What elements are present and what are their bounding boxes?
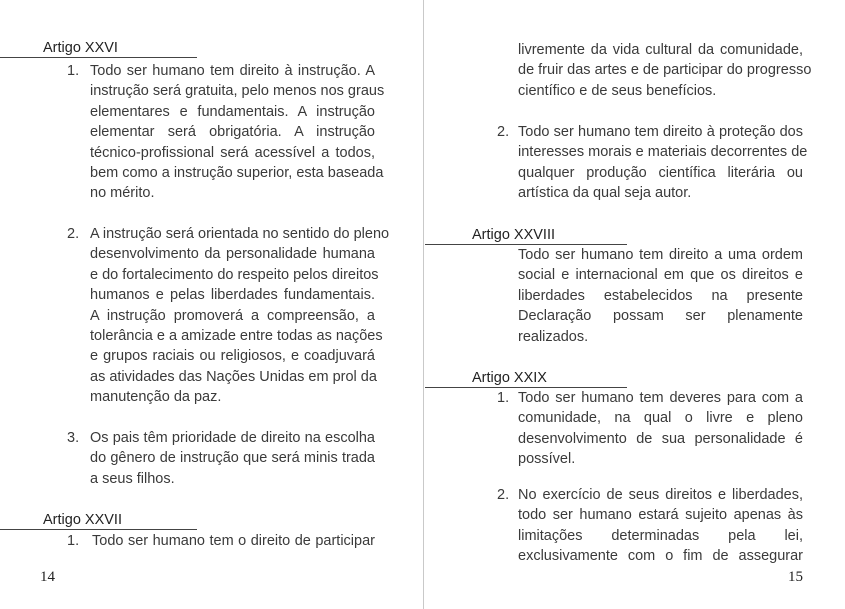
heading-underline [0,529,197,530]
text-line: elementar será obrigatória. A instrução [90,124,375,141]
text-line: livremente da vida cultural da comunidade, [518,42,803,58]
text-line: A instrução promoverá a compreensão, a [90,307,375,324]
text-line: humanos e pelas liberdades fundamentais. [90,287,375,304]
text-line: a seus filhos. [90,470,175,487]
item-number: 2. [67,226,80,242]
text-line: A instrução será orientada no sentido do pleno [90,226,390,242]
article-paragraph [90,61,385,204]
text-line: No exercício de seus direitos e liberdades, [518,487,803,503]
text-line: Todo ser humano tem direito à instrução. A [90,63,375,79]
text-line: Todo ser humano tem o direito de participar [92,533,375,549]
item-number: 2. [497,487,510,503]
text-line: Todo ser humano tem direito a uma ordem [518,247,803,263]
text-line: técnico-profissional será acessível a todos, [90,144,375,161]
text-line: bem como a instrução superior, esta baseada [90,164,384,181]
text-line: as atividades das Nações Unidas em prol da [90,368,377,385]
text-line: Os pais têm prioridade de direito na escolha [90,430,375,446]
text-line: todo ser humano estará sujeito apenas às [518,507,803,524]
text-line: no mérito. [90,185,155,202]
page-gutter-divider [423,0,424,609]
text-line: possível. [518,451,576,468]
text-line: artística da qual seja autor. [518,185,692,202]
article-paragraph [518,122,808,204]
item-number: 1. [67,533,80,549]
article-heading: Artigo XXVII [43,512,122,528]
article-paragraph [90,224,390,408]
text-line: Declaração possam ser plenamente [518,308,803,325]
item-number: 2. [497,124,510,140]
text-line: exclusivamente com o fim de assegurar [518,548,803,565]
heading-underline [0,57,197,58]
text-line: do gênero de instrução que será minis trada [90,450,375,467]
page-number: 15 [788,569,803,585]
article-paragraph [518,388,803,470]
article-heading: Artigo XXVI [43,40,118,56]
text-line: e grupos raciais ou religiosos, e coadjuvará [90,348,375,365]
text-line: de fruir das artes e de participar do progresso [518,62,812,79]
article-heading: Artigo XXVIII [472,227,556,243]
text-line: liberdades estabelecidos na presente [518,287,803,304]
text-line: social e internacional em que os direitos e [518,267,803,284]
text-line: e do fortalecimento do respeito pelos direitos [90,266,379,283]
item-number: 1. [497,390,510,406]
text-line: manutenção da paz. [90,389,222,406]
article-heading: Artigo XXIX [472,370,547,386]
article-paragraph [92,531,375,551]
article-paragraph [518,485,803,567]
item-number: 3. [67,430,80,446]
text-line: interesses morais e materiais decorrentes de [518,144,808,161]
text-line: qualquer produção científica literária ou [518,164,803,181]
text-line: desenvolvimento da personalidade humana [90,246,375,263]
text-line: desenvolvimento de sua personalidade é [518,430,803,447]
article-paragraph [518,40,812,101]
text-line: tolerância e a amizade entre todas as nações [90,327,383,344]
text-line: realizados. [518,328,589,345]
article-paragraph [90,428,375,489]
text-line: Todo ser humano tem deveres para com a [518,390,803,406]
item-number: 1. [67,63,80,79]
text-line: científico e de seus benefícios. [518,82,717,99]
page-number: 14 [40,569,55,585]
text-line: instrução será gratuita, pelo menos nos graus [90,83,385,100]
text-line: Todo ser humano tem direito à proteção dos [518,124,803,140]
article-paragraph [518,245,803,347]
text-line: limitações determinadas pela lei, [518,527,803,544]
text-line: comunidade, na qual o livre e pleno [518,410,803,427]
text-line: elementares e fundamentais. A instrução [90,103,375,120]
